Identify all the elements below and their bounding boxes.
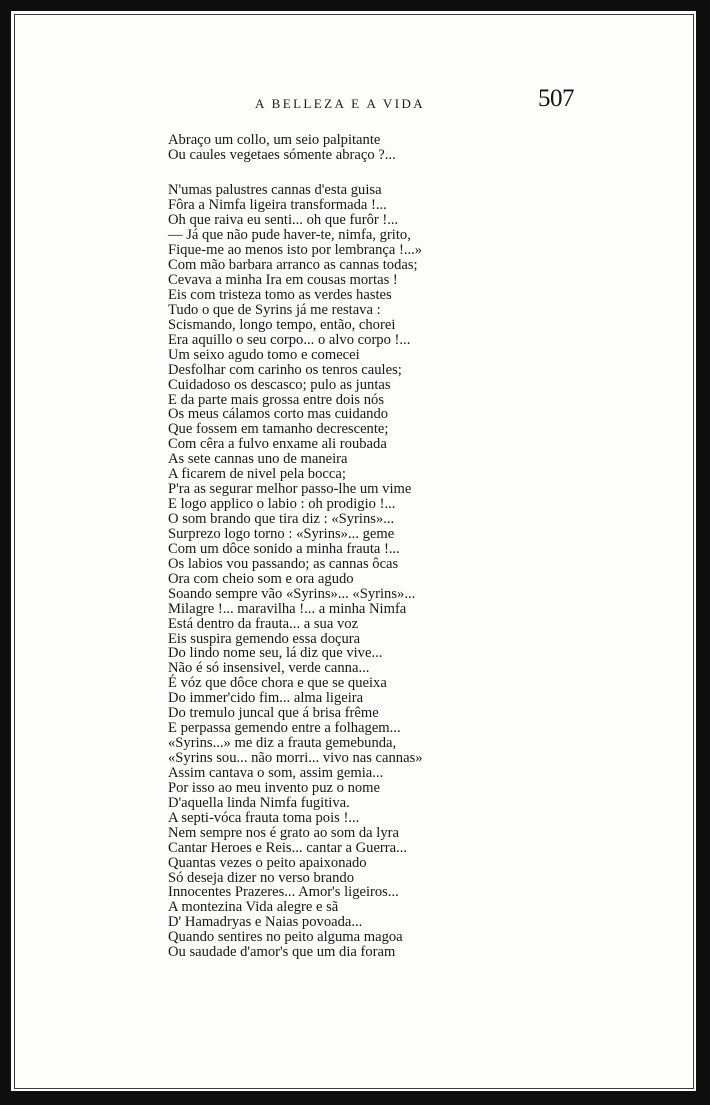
verse-line: Do tremulo juncal que á brisa frême xyxy=(168,705,379,722)
verse-line: Fôra a Nimfa ligeira transformada !... xyxy=(168,197,387,214)
verse-line: Com um dôce sonido a minha frauta !... xyxy=(168,540,400,557)
verse-line: O som brando que tira diz : «Syrins»... xyxy=(168,511,395,527)
verse-line: Com cêra a fulvo enxame ali roubada xyxy=(168,436,387,453)
verse-line: Cuidadoso os descasco; pulo as juntas xyxy=(168,376,391,393)
verse-line: As sete cannas uno de maneira xyxy=(168,451,348,468)
verse-line: É vóz que dôce chora e que se queixa xyxy=(168,675,387,692)
verse-line: Assim cantava o som, assim gemia... xyxy=(168,764,384,781)
verse-line: Os meus cálamos corto mas cuidando xyxy=(168,406,389,423)
verse-line: Ou caules vegetaes sómente abraço ?... xyxy=(168,146,396,163)
verse-line: Milagre !... maravilha !... a minha Nimfa xyxy=(168,600,407,617)
scan-border-top xyxy=(0,0,710,11)
verse-line: «Syrins sou... não morri... vivo nas cannas» xyxy=(168,750,423,766)
running-title: A BELLEZA E A VIDA xyxy=(254,96,426,111)
verse-line: Que fossem em tamanho decrescente; xyxy=(168,421,389,438)
verse-line: Com mão barbara arranco as cannas todas; xyxy=(168,257,418,274)
stanza-1 xyxy=(168,133,488,163)
page-number: 507 xyxy=(538,85,574,112)
verse-line: E logo applico o labio : oh prodigio !... xyxy=(168,496,396,513)
verse-line: Desfolhar com carinho os tenros caules; xyxy=(168,361,402,378)
verse-line: Nem sempre nos é grato ao som da lyra xyxy=(168,824,399,841)
verse-line: A septi-vóca frauta toma pois !... xyxy=(168,809,360,826)
poem-text xyxy=(168,133,488,960)
verse-line: E da parte mais grossa entre dois nós xyxy=(168,391,385,408)
verse-line: Ora com cheio som e ora agudo xyxy=(168,570,354,587)
verse-line: Oh que raiva eu senti... oh que furôr !... xyxy=(168,212,399,229)
scan-border-left xyxy=(0,0,11,1105)
verse-line: Do immer'cido fim... alma ligeira xyxy=(168,690,364,707)
scan-border-right xyxy=(696,0,710,1105)
verse-line: N'umas palustres cannas d'esta guisa xyxy=(168,182,382,199)
verse-line: Está dentro da frauta... a sua voz xyxy=(168,615,359,632)
verse-line: Cantar Heroes e Reis... cantar a Guerra... xyxy=(168,839,408,856)
verse-line: Innocentes Prazeres... Amor's ligeiros... xyxy=(168,884,399,901)
verse-line: A ficarem de nivel pela bocca; xyxy=(168,466,346,483)
verse-line: Quando sentires no peito alguma magoa xyxy=(168,929,403,946)
verse-line: Quantas vezes o peito apaixonado xyxy=(168,854,367,871)
verse-line: Soando sempre vão «Syrins»... «Syrins»... xyxy=(168,585,416,602)
verse-line: D' Hamadryas e Naias povoada... xyxy=(168,914,363,931)
verse-line: Cevava a minha Ira em cousas mortas ! xyxy=(168,272,398,288)
verse-line: Só deseja dizer no verso brando xyxy=(168,869,355,886)
verse-line: Surprezo logo torno : «Syrins»... geme xyxy=(168,525,395,542)
verse-line: Abraço um collo, um seio palpitante xyxy=(168,132,381,148)
verse-line: Eis com tristeza tomo as verdes hastes xyxy=(168,286,392,303)
verse-line: Do lindo nome seu, lá diz que vive... xyxy=(168,645,383,662)
scan-border-bottom xyxy=(0,1091,710,1105)
verse-line: Fique-me ao menos isto por lembrança !...» xyxy=(168,242,423,259)
stanza-2 xyxy=(168,183,488,960)
verse-line: Era aquillo o seu corpo... o alvo corpo !... xyxy=(168,331,411,348)
verse-line: Por isso ao meu invento puz o nome xyxy=(168,779,380,796)
verse-line: Os labios vou passando; as cannas ôcas xyxy=(168,555,399,572)
verse-line: E perpassa gemendo entre a folhagem... xyxy=(168,720,401,737)
verse-line: «Syrins...» me diz a frauta gemebunda, xyxy=(168,735,397,752)
verse-line: Não é só insensivel, verde canna... xyxy=(168,660,370,677)
verse-line: Eis suspira gemendo essa doçura xyxy=(168,630,361,647)
stanza-break xyxy=(168,163,488,184)
verse-line: Scismando, longo tempo, então, chorei xyxy=(168,316,396,333)
verse-line: Tudo o que de Syrins já me restava : xyxy=(168,301,381,318)
verse-line: Um seixo agudo tomo e comecei xyxy=(168,346,360,363)
verse-line: P'ra as segurar melhor passo-lhe um vime xyxy=(168,481,412,498)
verse-line: — Já que não pude haver-te, nimfa, grito, xyxy=(168,227,411,244)
verse-line: A montezina Vida alegre e sã xyxy=(168,899,339,916)
verse-line: D'aquella linda Nimfa fugitiva. xyxy=(168,794,350,811)
verse-line: Ou saudade d'amor's que um dia foram xyxy=(168,944,396,961)
